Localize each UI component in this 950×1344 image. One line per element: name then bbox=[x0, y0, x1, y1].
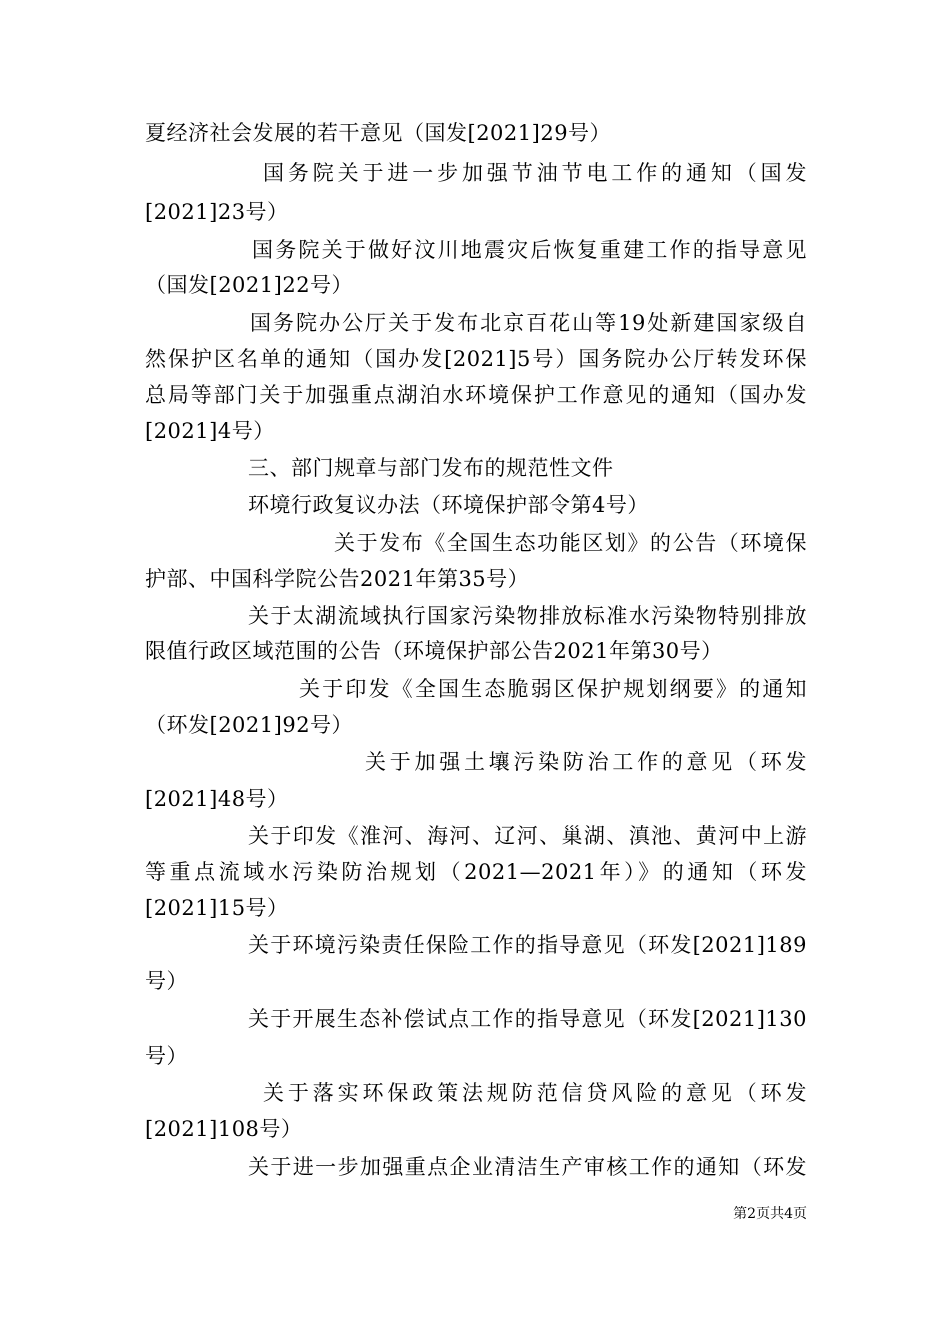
text-line-24: 号） bbox=[145, 969, 188, 993]
text-line-22: [2021]15号） bbox=[145, 896, 289, 920]
text-line-20: 关于印发《淮河、海河、辽河、巢湖、滇池、黄河中上游 bbox=[248, 824, 807, 848]
text-line-25: 关于开展生态补偿试点工作的指导意见（环发[2021]130 bbox=[248, 1007, 807, 1031]
text-line-12: 关于发布《全国生态功能区划》的公告（环境保 bbox=[334, 531, 807, 555]
text-line-17: （环发[2021]92号） bbox=[145, 713, 354, 737]
text-line-15: 限值行政区域范围的公告（环境保护部公告2021年第30号） bbox=[145, 639, 723, 663]
text-line-9: [2021]4号） bbox=[145, 419, 275, 443]
text-line-2: 国务院关于进一步加强节油节电工作的通知（国发 bbox=[263, 161, 807, 185]
text-line-13: 护部、中国科学院公告2021年第35号） bbox=[145, 567, 530, 591]
text-line-29: 关于进一步加强重点企业清洁生产审核工作的通知（环发 bbox=[248, 1155, 807, 1179]
text-line-18: 关于加强土壤污染防治工作的意见（环发 bbox=[365, 750, 807, 774]
text-line-7: 然保护区名单的通知（国办发[2021]5号）国务院办公厅转发环保 bbox=[145, 347, 807, 371]
text-line-26: 号） bbox=[145, 1044, 188, 1068]
text-line-1: 夏经济社会发展的若干意见（国发[2021]29号） bbox=[145, 121, 612, 145]
text-line-11: 环境行政复议办法（环境保护部令第4号） bbox=[248, 493, 649, 517]
page-number-footer: 第2页共4页 bbox=[733, 1206, 807, 1222]
section-heading: 三、部门规章与部门发布的规范性文件 bbox=[248, 456, 614, 480]
text-line-28: [2021]108号） bbox=[145, 1117, 303, 1141]
text-line-27: 关于落实环保政策法规防范信贷风险的意见（环发 bbox=[263, 1081, 807, 1105]
text-line-8: 总局等部门关于加强重点湖泊水环境保护工作意见的通知（国办发 bbox=[145, 383, 807, 407]
text-line-4: 国务院关于做好汶川地震灾后恢复重建工作的指导意见 bbox=[252, 238, 807, 262]
text-line-5: （国发[2021]22号） bbox=[145, 273, 354, 297]
text-line-3: [2021]23号） bbox=[145, 200, 289, 224]
text-line-21: 等重点流域水污染防治规划（2021—2021年）》的通知（环发 bbox=[145, 860, 807, 884]
text-line-23: 关于环境污染责任保险工作的指导意见（环发[2021]189 bbox=[248, 933, 807, 957]
text-line-16: 关于印发《全国生态脆弱区保护规划纲要》的通知 bbox=[299, 677, 807, 701]
text-line-14: 关于太湖流域执行国家污染物排放标准水污染物特别排放 bbox=[248, 604, 807, 628]
text-line-19: [2021]48号） bbox=[145, 787, 289, 811]
text-line-6: 国务院办公厅关于发布北京百花山等19处新建国家级自 bbox=[250, 311, 807, 335]
